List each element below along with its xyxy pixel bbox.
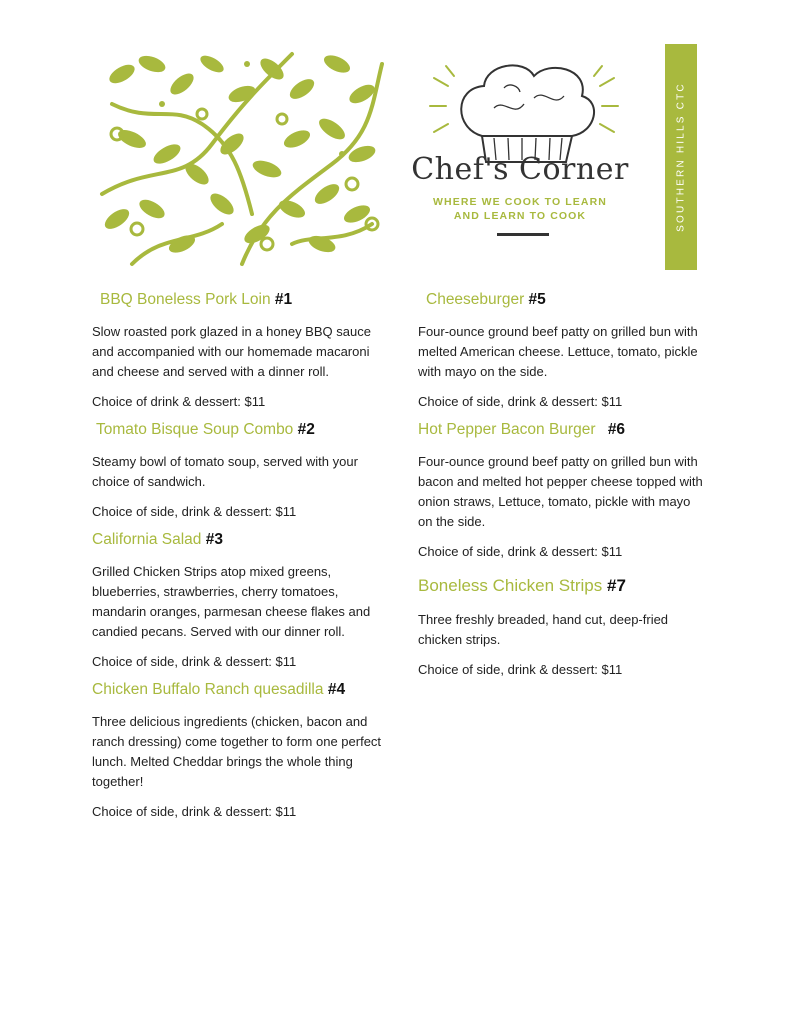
menu-item-heading [418,290,708,310]
menu-item-price: Choice of side, drink & dessert: $11 [418,394,623,409]
menu-item [92,420,382,522]
brand-title: Chef's Corner [411,152,629,187]
menu-item-number: #6 [607,421,626,438]
side-band-label: SOUTHERN HILLS CTC [675,82,687,232]
menu-item [418,420,708,562]
menu-item-description: Grilled Chicken Strips atop mixed greens, blueberries, strawberries, cherry tomatoes, mandarin oranges, parmesan cheese flakes and candied pecans. Served with our dinner roll. [92,564,371,639]
menu-item-heading [92,680,382,700]
menu-item-name: Chicken Buffalo Ranch quesadilla [92,681,324,698]
menu-item-name: Hot Pepper Bacon Burger [418,421,596,438]
menu-item-name: Boneless Chicken Strips [418,576,603,595]
menu-item-heading [418,576,708,596]
menu-item-number: #5 [528,291,546,308]
vine-pattern-icon [92,44,388,270]
menu-item-number: #7 [607,576,626,595]
menu-item-heading [92,290,382,310]
brand-divider [497,233,549,236]
menu-item [92,680,382,822]
menu-column-left [92,290,382,830]
menu-item-heading [92,420,382,440]
menu-item-name: Cheeseburger [426,291,525,308]
menu-item-description: Steamy bowl of tomato soup, served with your choice of sandwich. [92,454,358,489]
menu-item-price: Choice of side, drink & dessert: $11 [418,662,623,677]
menu-item-description: Three delicious ingredients (chicken, bacon and ranch dressing) come together to form one perfect lunch. Melted Cheddar brings the whole thing together! [92,714,382,789]
menu-item-description: Four-ounce ground beef patty on grilled bun with bacon and melted hot pepper cheese topped with onion straws, Lettuce, tomato, pickle with mayo on the side. [418,454,703,529]
menu-item-number: #1 [274,291,293,308]
tagline-line-1: WHERE WE COOK TO LEARN [433,196,607,208]
menu-item-name: Tomato Bisque Soup Combo [96,421,294,438]
menu-item-price: Choice of side, drink & dessert: $11 [92,654,297,669]
menu-item-description: Three freshly breaded, hand cut, deep-fried chicken strips. [418,612,669,647]
brand-tagline [410,195,630,223]
tagline-line-2: AND LEARN TO COOK [453,210,587,222]
menu-item-name: California Salad [92,531,202,548]
menu-item-price: Choice of side, drink & dessert: $11 [92,504,297,519]
menu-item [418,290,708,412]
menu-item-description: Slow roasted pork glazed in a honey BBQ sauce and accompanied with our homemade macaroni and cheese and served with a dinner roll. [92,324,371,379]
menu-item-price: Choice of side, drink & dessert: $11 [418,544,623,559]
menu-item [418,576,708,680]
menu-item-name: BBQ Boneless Pork Loin [100,291,271,308]
menu-item [92,530,382,672]
menu-item-number: #3 [205,531,223,548]
menu-item [92,290,382,412]
menu-item-price: Choice of drink & dessert: $11 [92,394,266,409]
menu-column-right [418,290,708,688]
menu-item-number: #4 [327,681,346,698]
menu-item-description: Four-ounce ground beef patty on grilled bun with melted American cheese. Lettuce, tomato, pickle with mayo on the side. [418,324,698,379]
menu-item-heading [92,530,382,550]
menu-item-heading [418,420,708,440]
menu-item-price: Choice of side, drink & dessert: $11 [92,804,297,819]
side-band [665,44,697,270]
menu-item-number: #2 [297,421,315,438]
